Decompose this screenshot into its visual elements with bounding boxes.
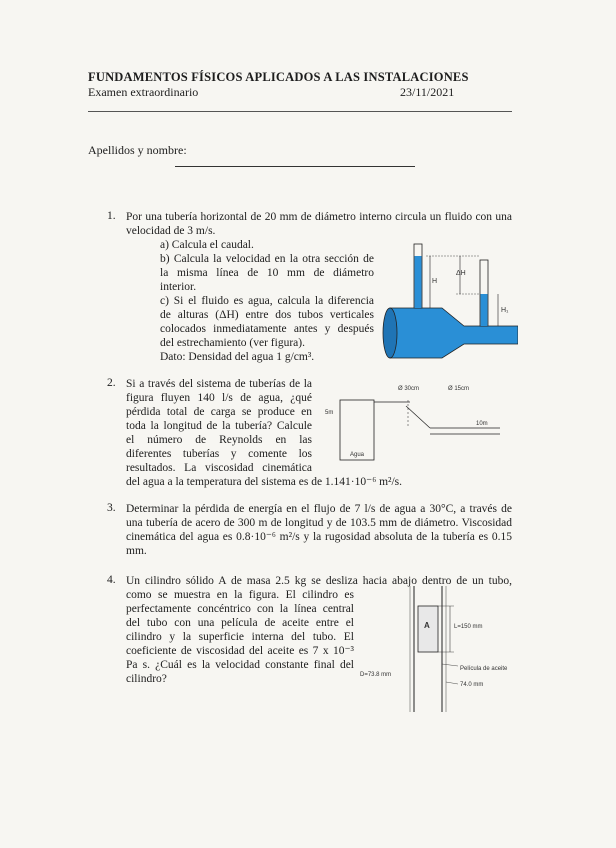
q2-label-d1: Ø 30cm — [398, 386, 420, 392]
q4-line-4: del tubo con una película de aceite entre el — [126, 617, 354, 629]
q1-label-h: H — [432, 278, 438, 285]
q2-line-4: toda la longitud de la tubería? Calcule — [126, 420, 312, 432]
q3-number: 3. — [107, 502, 116, 514]
q4-line-7: Pa s. ¿Cuál es la velocidad constante final del — [126, 659, 354, 671]
q1-number: 1. — [107, 210, 116, 222]
q4-line-6: coeficiente de viscosidad del aceite es 7 x 10⁻³ — [126, 645, 354, 657]
q2-line-6: diferentes tuberías y comente los — [126, 448, 312, 460]
q4-line-1: Un cilindro sólido A de masa 2.5 kg se desliza hacia abajo dentro de un tubo, — [126, 575, 512, 587]
q2-line-3: pérdida total de carga se produce en — [126, 406, 312, 418]
q2-number: 2. — [107, 377, 116, 389]
q4-din-leader — [446, 682, 458, 684]
header-divider — [88, 111, 512, 112]
q1-part-b1: b) Calcula la velocidad en la otra sección de — [160, 253, 374, 265]
q1-tube-right-water — [481, 294, 488, 326]
q3-line-2: una tubería de acero de 300 m de longitud y de 103.5 mm de diámetro. Viscosidad — [126, 517, 512, 529]
q1-data: Dato: Densidad del agua 1 g/cm³. — [160, 351, 315, 363]
q1-part-c1: c) Si el fluido es agua, calcula la diferencia — [160, 295, 374, 307]
q4-cylinder-figure — [358, 584, 520, 714]
q2-line-1: Si a través del sistema de tuberías de la — [126, 378, 312, 390]
q4-number: 4. — [107, 574, 116, 586]
q2-label-l1: 5m — [325, 410, 334, 416]
q1-label-dh: ΔH — [456, 270, 466, 277]
q4-label-film: Película de aceite — [460, 666, 508, 672]
name-label: Apellidos y nombre: — [88, 143, 187, 157]
exam-type: Examen extraordinario — [88, 85, 199, 99]
q4-label-d-out: D=73.8 mm — [360, 672, 392, 678]
q2-label-d2: Ø 15cm — [448, 386, 470, 392]
q2-pipe-system-figure — [320, 380, 516, 472]
q4-label-a: A — [424, 621, 430, 630]
q1-line-2: velocidad de 3 m/s. — [126, 225, 216, 237]
q4-line-5: cilindro y la superficie interna del tubo. El — [126, 631, 354, 643]
q2-line-7: resultados. La viscosidad cinemática — [126, 462, 312, 474]
q1-part-c2: de alturas (ΔH) entre dos tubos verticales — [160, 309, 374, 321]
q2-tank — [340, 400, 374, 460]
q2-pipe-bend — [406, 406, 430, 428]
q2-line-5: el número de Reynolds en las — [126, 434, 312, 446]
q2-label-water: Agua — [350, 452, 365, 458]
q1-part-b3: interior. — [160, 281, 197, 293]
q1-pipe-end — [383, 308, 397, 358]
q1-label-h1: H₁ — [501, 307, 509, 314]
page-title: FUNDAMENTOS FÍSICOS APLICADOS A LAS INSTALACIONES — [88, 70, 469, 84]
q3-line-4: mm. — [126, 545, 147, 557]
name-field-line — [175, 166, 415, 167]
q1-part-c4: del estrechamiento (ver figura). — [160, 337, 305, 349]
exam-date: 23/11/2021 — [400, 85, 455, 99]
q1-part-a: a) Calcula el caudal. — [160, 239, 254, 251]
q2-line-8: del agua a la temperatura del sistema es de 1.141·10⁻⁶ m²/s. — [126, 476, 403, 488]
q4-film-leader — [442, 664, 458, 666]
q4-label-length: L=150 mm — [454, 624, 483, 630]
q3-line-1: Determinar la pérdida de energía en el flujo de 7 l/s de agua a 30°C, a través de — [126, 503, 512, 515]
q4-line-8: cilindro? — [126, 673, 167, 685]
q4-label-d-in: 74.0 mm — [460, 682, 484, 688]
q4-line-2: como se muestra en la figura. El cilindro es — [126, 589, 354, 601]
q1-line-1: Por una tubería horizontal de 20 mm de diámetro interno circula un fluido con una — [126, 211, 512, 223]
q3-line-3: cinemática del agua es 0.8·10⁻⁶ m²/s y la rugosidad absoluta de la tubería es 0.15 — [126, 531, 512, 543]
q2-line-2: figura fluyen 140 l/s de agua, ¿qué — [126, 392, 312, 404]
q1-part-b2: la misma línea de 10 mm de diámetro — [160, 267, 374, 279]
q2-label-l2: 10m — [476, 421, 488, 427]
q1-part-c3: colocados inmediatamente antes y después — [160, 323, 374, 335]
q1-venturi-figure — [380, 238, 518, 366]
q4-line-3: perfectamente concéntrico con la línea central — [126, 603, 354, 615]
q1-tube-left-water — [415, 256, 422, 308]
q1-pipe — [390, 308, 518, 358]
